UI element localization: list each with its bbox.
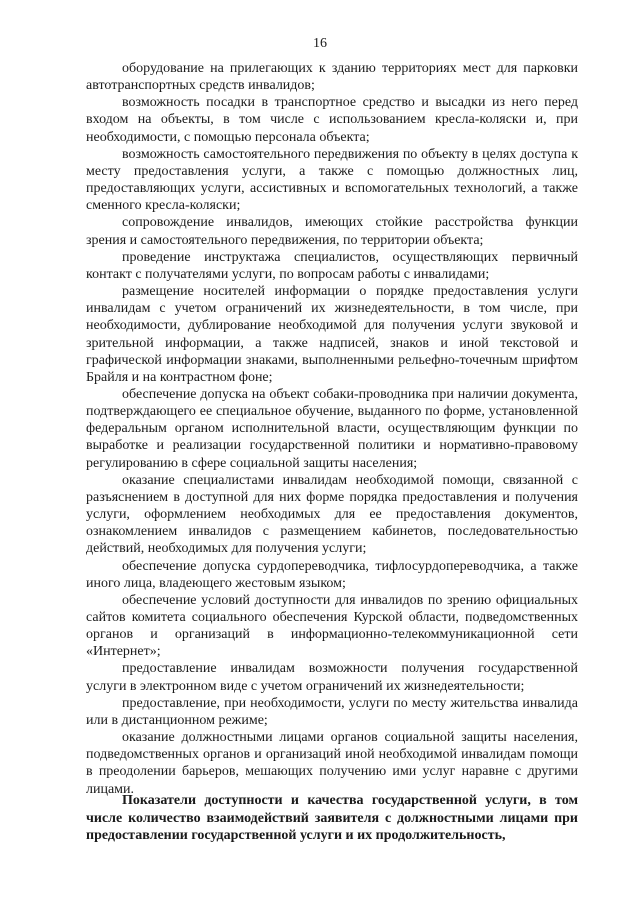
paragraph: обеспечение допуска сурдопереводчика, тифлосурдопереводчика, а также иного лица, владеющего жестовым языком; — [86, 558, 578, 591]
paragraph: обеспечение допуска на объект собаки-проводника при наличии документа, подтверждающего ее специальное обучение, выданного по форме, установленной федеральным органом исполнительной власти, осуществляющим функции по выработке и реализации государственной политики и нормативно-правовому регулированию в сфере социальной защиты населения; — [86, 386, 578, 471]
paragraph: возможность посадки в транспортное средство и высадки из него перед входом на объекты, в том числе с использованием кресла-коляски и, при необходимости, с помощью персонала объекта; — [86, 95, 578, 145]
paragraph: оборудование на прилегающих к зданию территориях мест для парковки автотранспортных средств инвалидов; — [86, 61, 578, 94]
paragraph: предоставление, при необходимости, услуги по месту жительства инвалида или в дистанционном режиме; — [86, 695, 578, 728]
body-text — [86, 60, 578, 798]
paragraph: сопровождение инвалидов, имеющих стойкие расстройства функции зрения и самостоятельного передвижения, по территории объекта; — [86, 215, 578, 248]
paragraph: размещение носителей информации о порядке предоставления услуги инвалидам с учетом ограничений их жизнедеятельности, в том числе, при необходимости, дублирование необходимой для получения услуги звуковой и зрительной информации, а также надписей, знаков и иной текстовой и графической информации знаками, выполненными рельефно-точечным шрифтом Брайля и на контрастном фоне; — [86, 284, 578, 385]
paragraph: оказание специалистами инвалидам необходимой помощи, связанной с разъяснением в доступной для них форме порядка предоставления и получения услуги, оформлением необходимых для ее предоставления документов, ознакомлением инвалидов с размещением кабинетов, последовательностью действий, необходимых для получения услуги; — [86, 472, 578, 557]
paragraph: оказание должностными лицами органов социальной защиты населения, подведомственных органов и организаций иной необходимой инвалидам помощи в преодолении барьеров, мешающих получению ими услуг наравне с другими лицами. — [86, 730, 578, 797]
paragraph: проведение инструктажа специалистов, осуществляющих первичный контакт с получателями услуги, по вопросам работы с инвалидами; — [86, 249, 578, 282]
section-heading: Показатели доступности и качества государственной услуги, в том числе количество взаимодействий заявителя с должностными лицами при предоставлении государственной услуги и их продолжительность, — [86, 793, 578, 843]
page-number: 16 — [313, 36, 327, 51]
paragraph: обеспечение условий доступности для инвалидов по зрению официальных сайтов комитета социального обеспечения Курской области, подведомственных органов и организаций в информационно-телекоммуникационной сети «Интернет»; — [86, 592, 578, 660]
paragraph: возможность самостоятельного передвижения по объекту в целях доступа к месту предоставления услуги, а также с помощью должностных лиц, предоставляющих услуги, ассистивных и вспомогательных технологий, а также сменного кресла-коляски; — [86, 146, 578, 214]
paragraph: предоставление инвалидам возможности получения государственной услуги в электронном виде с учетом ограничений их жизнедеятельности; — [86, 661, 578, 694]
